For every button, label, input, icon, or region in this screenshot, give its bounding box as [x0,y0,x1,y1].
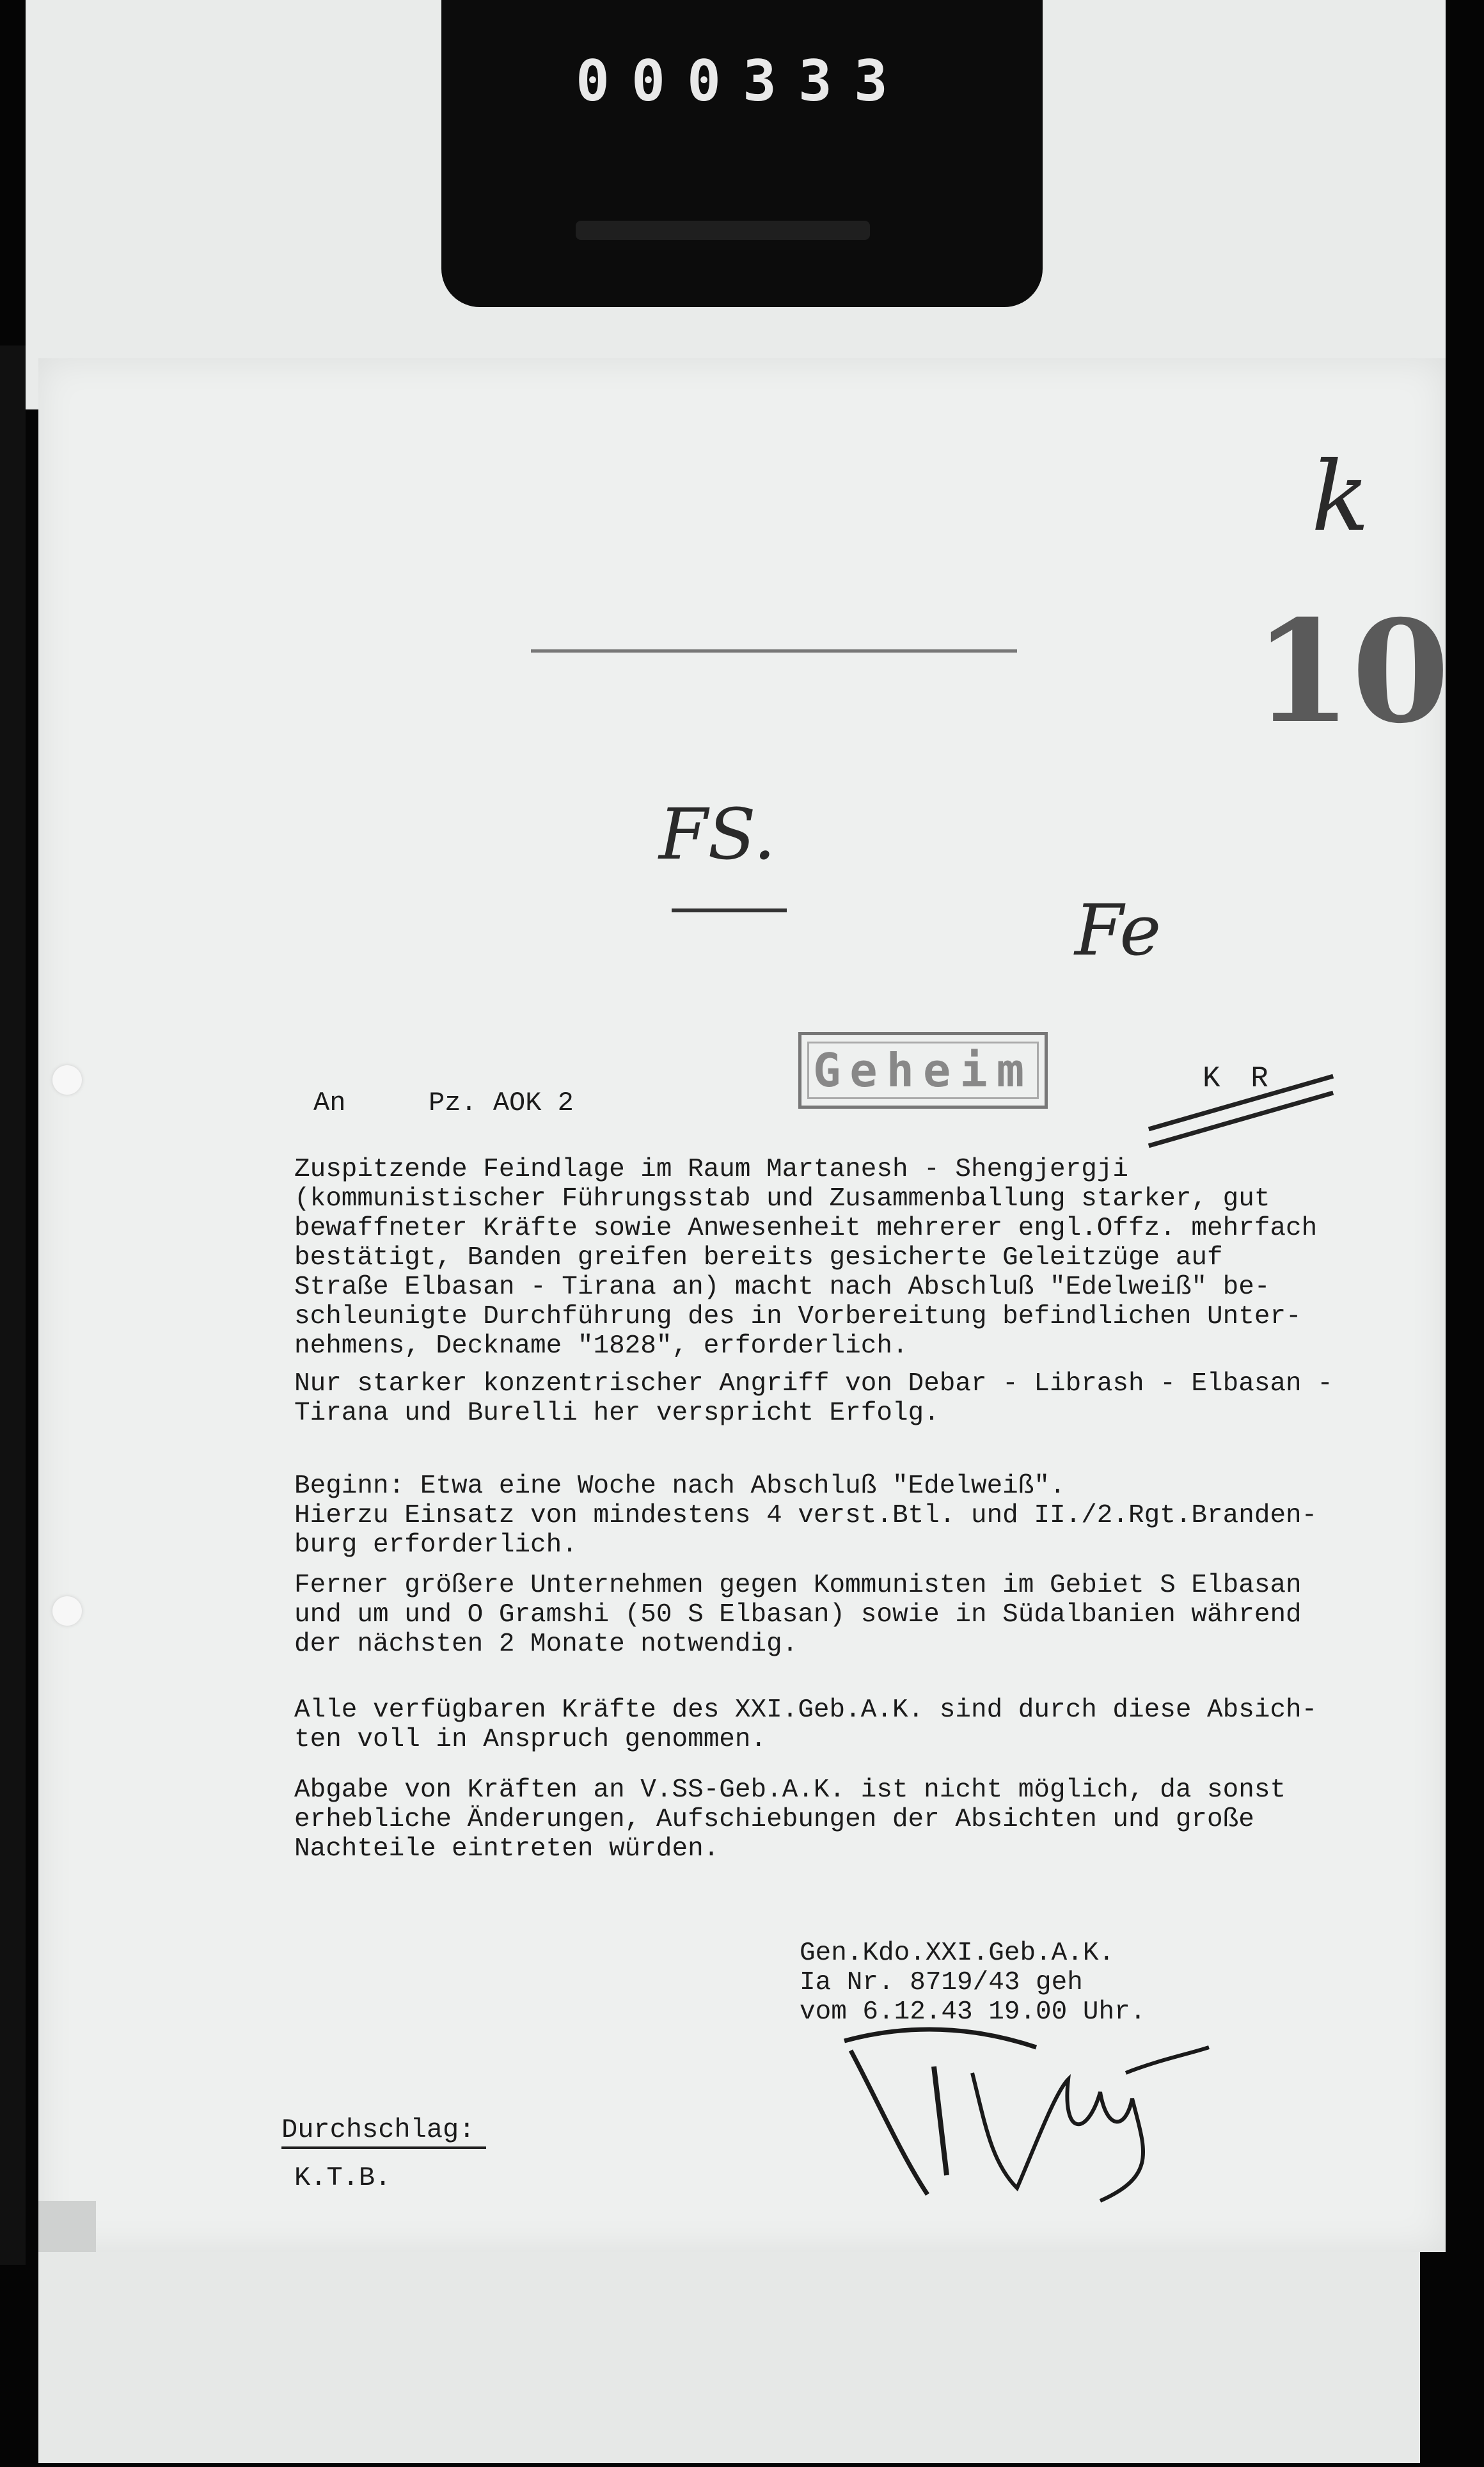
address-prefix: An [313,1088,346,1118]
punch-hole [52,1065,82,1095]
sender-unit: Gen.Kdo.XXI.Geb.A.K. [800,1939,1115,1968]
sender-reference: Ia Nr. 8719/43 geh [800,1968,1083,1997]
frame-counter-digits: 000333 [576,48,910,114]
sender-block [800,1939,1146,2027]
fs-underline [672,908,787,912]
page-corner-fold [38,2201,96,2252]
film-edge-left [0,345,26,2265]
punch-hole [52,1596,82,1626]
header-rule [531,649,1017,653]
page-number: 10 [1254,589,1450,754]
address-recipient: Pz. AOK 2 [429,1088,574,1118]
paragraph-situation: Zuspitzende Feindlage im Raum Martanesh - Shengjergji (kommunistischer Führungsstab und Zusammenballung starker, gut bewaffneter Kräfte sowie Anwesenheit mehrerer engl.Offz. mehrfach bestätigt, Banden greifen bereits gesicherte Geleitzüge auf Straße Elbasan - Tirana an) macht nach Abschluß "Edelweiß" be- schleunigte Durchführung des in Vorbereitung befindlichen Unter- nehmens, Deckname "1828", erforderlich. [294,1155,1318,1361]
handwritten-corner-mark: k [1311,441,1370,553]
sender-date: vom 6.12.43 19.00 Uhr. [800,1997,1146,2027]
signature [825,2022,1222,2207]
frame-counter [441,0,1043,307]
paragraph-attack: Nur starker konzentrischer Angriff von Debar - Librash - Elbasan - Tirana und Burelli her verspricht Erfolg. [294,1369,1333,1428]
routing-mark: K R [1203,1062,1275,1095]
paragraph-transfer: Abgabe von Kräften an V.SS-Geb.A.K. ist nicht möglich, da sonst erhebliche Änderungen, Aufschiebungen der Absichten und große Nachteile eintreten würden. [294,1775,1286,1864]
paragraph-forces: Alle verfügbaren Kräfte des XXI.Geb.A.K. sind durch diese Absich- ten voll in Anspruch genommen. [294,1695,1318,1754]
secret-stamp [798,1032,1048,1109]
copy-label-underline [281,2146,486,2149]
paragraph-further-operations: Ferner größere Unternehmen gegen Kommunisten im Gebiet S Elbasan und um und O Gramshi (50 S Elbasan) sowie in Südalbanien während der nächsten 2 Monate notwendig. [294,1571,1302,1659]
copy-recipient: K.T.B. [294,2162,391,2193]
handwritten-fs-note: FS. [659,793,776,875]
secret-stamp-text: Geheim [807,1042,1039,1099]
handwritten-fe-note: Fe [1075,889,1162,971]
copy-label: Durchschlag: [281,2114,475,2145]
paragraph-start: Beginn: Etwa eine Woche nach Abschluß "Edelweiß". Hierzu Einsatz von mindestens 4 verst.Btl. und II./2.Rgt.Branden- burg erforderlich. [294,1471,1318,1560]
film-frame-bottom [38,2252,1420,2463]
frame-counter-slot [576,221,870,240]
